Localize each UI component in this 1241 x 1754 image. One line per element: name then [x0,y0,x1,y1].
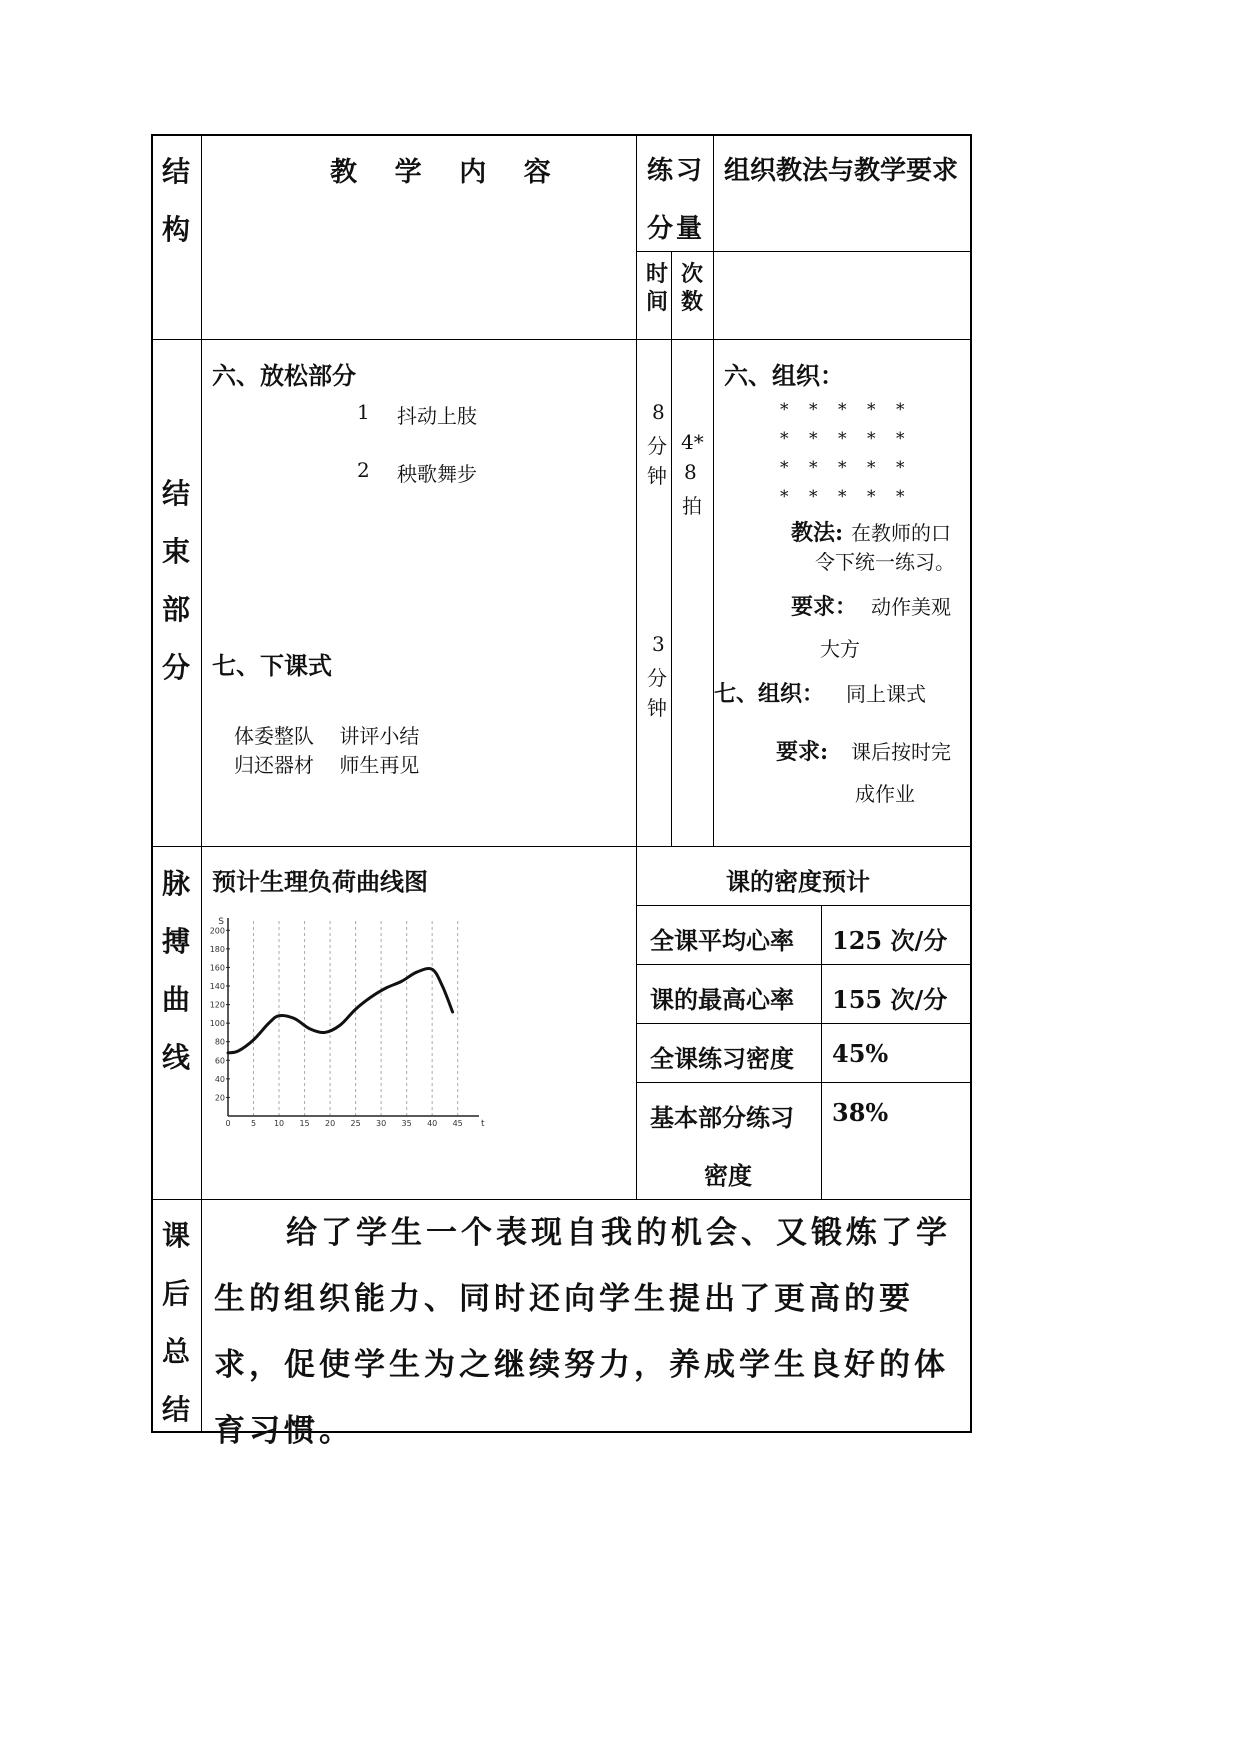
method-label: 教法: [791,520,844,546]
formation-star: * [867,429,876,449]
col-divider-time-count [671,251,672,846]
formation-star: * [809,487,818,507]
method-text-line-2: 令下统一练习。 [815,550,955,574]
density-title: 课的密度预计 [726,867,870,896]
formation-star: * [867,400,876,420]
data-point [294,1018,296,1020]
header-practice-line1: 练习 [647,156,706,186]
x-tick-label: 20 [324,1119,336,1128]
section6-title: 六、放松部分 [212,361,356,390]
req7-text-line-1: 课后按时完 [851,740,951,764]
header-method-title: 组织教法与教学要求 [724,156,959,186]
pulse-structure-char-3: 曲 [162,983,191,1016]
data-point [278,1015,280,1017]
formation-star: * [896,487,905,507]
ending-structure-char-3: 部 [162,593,191,626]
formation-star: * [896,400,905,420]
formation-star: * [780,429,789,449]
col-divider-practice [713,134,714,846]
row-divider-ending [151,846,972,847]
formation-star: * [867,458,876,478]
header-time-char-2: 间 [646,289,669,315]
y-tick-label: 200 [209,926,225,936]
y-tick-label: 40 [214,1074,225,1084]
section6-item-2-text: 秧歌舞步 [397,462,477,486]
density-row-3-value: 45% [832,1039,889,1068]
formation-star: * [838,487,847,507]
data-point [401,981,403,983]
formation-star: * [780,400,789,420]
data-point [431,968,433,970]
x-tick-label: 35 [401,1119,412,1128]
data-point [339,1024,341,1026]
formation-star: * [780,458,789,478]
count1-line-2: 8 [684,460,697,484]
header-structure-char-1: 结 [162,155,191,188]
ending-structure-char-2: 束 [162,535,191,568]
section7-title: 七、下课式 [212,651,332,680]
header-content-title: 教 学 内 容 [330,157,551,188]
row-divider-density-3 [636,1082,971,1083]
y-tick-label: 120 [209,1000,225,1010]
header-time-char-1: 时 [646,261,669,287]
header-practice-line2: 分量 [647,214,706,244]
formation-star: * [896,429,905,449]
data-point [237,1050,239,1052]
formation-star: * [838,458,847,478]
time2-char-3: 钟 [647,696,667,720]
section6-item-2-num: 2 [357,458,370,482]
data-point [442,985,444,987]
time2-char-1: 3 [652,632,665,656]
y-corner-label: S [218,917,224,927]
table-border-right [970,134,972,1433]
org7-text: 同上课式 [846,682,926,706]
summary-structure-char-1: 课 [162,1219,191,1252]
summary-structure-char-2: 后 [162,1277,191,1310]
table-border-top [151,134,972,136]
y-tick-label: 180 [209,944,225,954]
ending-structure-char-4: 分 [162,651,191,684]
org7-label: 七、组织： [714,681,825,707]
x-tick-label: 0 [225,1119,231,1128]
density-row-4-label: 基本部分练习 [650,1103,794,1132]
y-tick-label: 140 [209,982,225,991]
x-tick-label: 5 [250,1119,257,1128]
pulse-structure-char-4: 线 [162,1041,191,1074]
formation-star: * [838,400,847,420]
col-divider-density [821,905,822,1200]
time2-char-2: 分 [647,666,667,690]
data-point [370,996,372,998]
x-tick-label: 25 [350,1119,361,1128]
heart-rate-curve [228,968,453,1052]
section6-item-1-num: 1 [357,400,370,424]
x-tick-label: 10 [273,1119,285,1128]
y-tick-label: 80 [214,1037,225,1047]
data-point [355,1008,357,1010]
summary-text: 给了学生一个表现自我的机会、又锻炼了学生的组织能力、同时还向学生提出了更高的要求，促使学生为之继续努力，养成学生良好的体育习惯。 [214,1215,951,1449]
req7-label: 要求: [776,739,829,765]
count1-line-1: 4* [681,430,704,454]
data-point [268,1022,270,1024]
density-row-4-value: 38% [832,1098,889,1127]
row-divider-header [151,339,972,340]
row-divider-density-2 [636,1023,971,1024]
pulse-curve-chart [208,914,483,1129]
time1-char-1: 8 [652,400,665,424]
x-tick-label: 15 [299,1119,310,1128]
formation-star: * [867,487,876,507]
formation-star: * [896,458,905,478]
density-row-1-label: 全课平均心率 [650,926,794,955]
y-tick-label: 100 [209,1019,225,1029]
data-point [324,1032,326,1034]
x-tick-label: 30 [376,1119,387,1128]
data-point [416,971,418,973]
data-point [452,1011,454,1013]
table-border-left [151,134,153,1433]
formation-star: * [809,458,818,478]
x-corner-label: t [481,1119,485,1129]
formation-star: * [809,400,818,420]
summary-structure-char-4: 结 [162,1393,191,1426]
header-count-char-2: 数 [681,289,704,315]
x-tick-label: 45 [452,1119,463,1128]
density-row-4-label-2: 密度 [704,1161,752,1190]
data-point [227,1052,229,1054]
y-tick-label: 160 [209,963,225,973]
method-text-line-1: 在教师的口 [851,521,951,545]
y-tick-label: 60 [214,1056,225,1066]
y-tick-label: 20 [214,1093,225,1103]
density-row-1-value: 125 次/分 [832,926,948,955]
data-point [309,1028,311,1030]
time1-char-2: 分 [647,434,667,458]
data-point [385,987,387,989]
formation-star: * [780,487,789,507]
req6-text-line-2: 大方 [820,637,860,661]
summary-structure-char-3: 总 [162,1335,191,1368]
data-point [253,1039,255,1041]
row-divider-pulse-title [636,905,971,906]
row-divider-header-sub [636,251,971,252]
req6-text-line-1: 动作美观 [871,595,951,619]
header-structure-char-2: 构 [162,213,191,246]
col-divider-structure [201,134,202,1433]
time1-char-3: 钟 [647,464,667,488]
section6-item-1-text: 抖动上肢 [397,404,477,428]
formation-star: * [809,429,818,449]
chart-title: 预计生理负荷曲线图 [212,867,428,896]
density-row-2-label: 课的最高心率 [650,985,794,1014]
density-row-3-label: 全课练习密度 [650,1044,794,1073]
pulse-structure-char-1: 脉 [162,867,191,900]
formation-diagram [775,400,915,510]
col-divider-content [636,134,637,1200]
header-count-char-1: 次 [681,261,704,287]
section7-line-1: 体委整队 讲评小结 [234,724,420,748]
count1-line-3: 拍 [682,494,702,518]
ending-structure-char-1: 结 [162,477,191,510]
density-row-2-value: 155 次/分 [832,985,948,1014]
req7-text-line-2: 成作业 [855,782,915,806]
section7-line-2: 归还器材 师生再见 [234,753,420,777]
pulse-structure-char-2: 搏 [162,925,191,958]
formation-star: * [838,429,847,449]
x-tick-label: 40 [427,1119,438,1128]
row-divider-density-1 [636,964,971,965]
org6-title: 六、组织： [724,361,844,390]
req6-label: 要求： [791,594,858,620]
